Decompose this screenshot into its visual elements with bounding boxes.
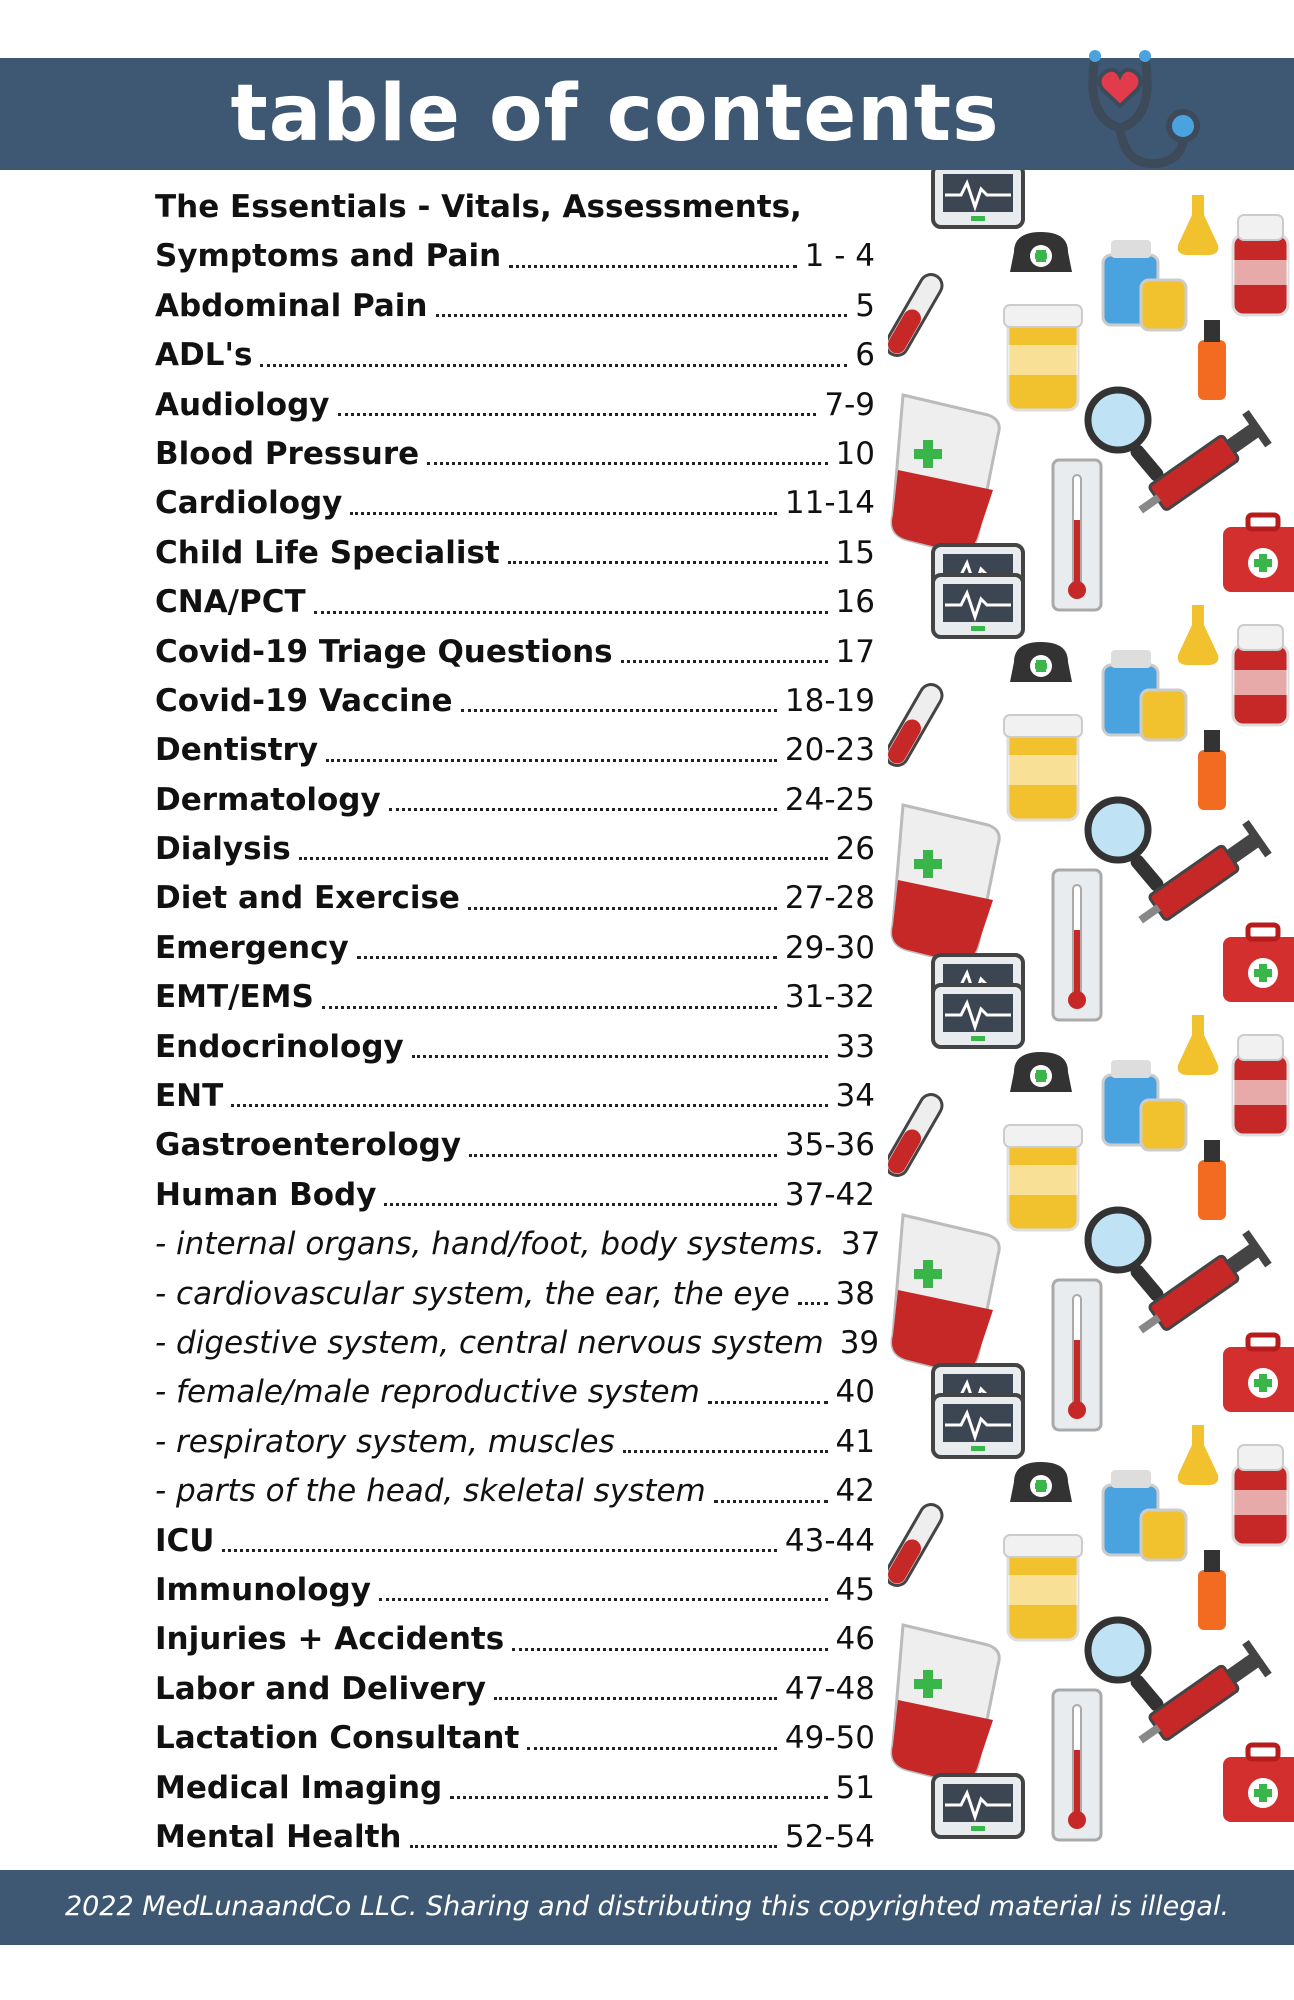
toc-entry-page: 7-9	[824, 386, 875, 423]
toc-entry[interactable]	[155, 578, 875, 627]
toc-entry-label: EMT/EMS	[155, 979, 314, 1016]
toc-entry-label: Dentistry	[155, 732, 319, 769]
toc-entry-label: Child Life Specialist	[155, 534, 500, 571]
toc-entry-label: ADL's	[155, 337, 253, 374]
toc-entry[interactable]	[155, 381, 875, 430]
toc-entry[interactable]	[155, 1517, 875, 1566]
dot-leader	[623, 1450, 828, 1453]
toc-entry-page: 47-48	[784, 1670, 875, 1707]
dot-leader	[798, 1302, 828, 1305]
toc-entry-page: 40	[835, 1374, 875, 1411]
toc-entry-label: Human Body	[155, 1176, 377, 1213]
toc-entry-page: 17	[835, 633, 875, 670]
toc-entry-label: Blood Pressure	[155, 435, 420, 472]
medical-icons-tile	[888, 170, 1294, 610]
dot-leader	[410, 1845, 777, 1848]
toc-entry[interactable]	[155, 331, 875, 380]
toc-entry-page: 38	[835, 1275, 875, 1312]
toc-entry-page: 33	[835, 1028, 875, 1065]
doctor-bag-icon	[1010, 232, 1072, 272]
stethoscope-heart-icon	[1065, 28, 1205, 178]
toc-entry-label: Gastroenterology	[155, 1127, 462, 1164]
toc-entry-page: 29-30	[784, 929, 875, 966]
dot-leader	[436, 314, 848, 317]
toc-entry-page: 52-54	[784, 1818, 875, 1855]
dot-leader	[338, 413, 817, 416]
toc-entry-page: 46	[835, 1621, 875, 1658]
toc-entry-page: 26	[835, 831, 875, 868]
toc-entry-page: 15	[835, 534, 875, 571]
thermometer-icon	[1053, 460, 1101, 610]
toc-entry-label: Lactation Consultant	[155, 1720, 520, 1757]
dot-leader	[450, 1796, 827, 1799]
toc-entry-page: 45	[835, 1571, 875, 1608]
toc-entry[interactable]	[155, 1566, 875, 1615]
toc-entry-label: Medical Imaging	[155, 1769, 443, 1806]
toc-entry-label: - cardiovascular system, the ear, the eye	[155, 1275, 790, 1312]
dot-leader	[714, 1500, 828, 1503]
toc-entry-label: Covid-19 Vaccine	[155, 682, 453, 719]
toc-entry[interactable]	[155, 973, 875, 1022]
toc-entry-page: 37-42	[784, 1176, 875, 1213]
dot-leader	[299, 857, 828, 860]
toc-entry-page: 39	[839, 1324, 880, 1361]
dot-leader	[527, 1747, 777, 1750]
toc-entry-label: Dermatology	[155, 781, 381, 818]
toc-entry-label: Cardiology	[155, 485, 343, 522]
toc-subentry[interactable]	[155, 1467, 875, 1516]
pill-bottle-icon	[1004, 305, 1082, 410]
toc-entry-page: 43-44	[784, 1522, 875, 1559]
toc-entry-page: 6	[855, 337, 875, 374]
toc-entry-label: Covid-19 Triage Questions	[155, 633, 613, 670]
medical-pattern	[888, 170, 1294, 1870]
ecg-monitor-icon	[933, 170, 1023, 227]
toc-entry-label: Labor and Delivery	[155, 1670, 486, 1707]
toc-entry-page: 34	[835, 1078, 875, 1115]
flask-icon	[1178, 195, 1219, 255]
toc-entry-label: Endocrinology	[155, 1028, 404, 1065]
toc-entry[interactable]	[155, 1665, 875, 1714]
iv-blood-bag-icon	[892, 395, 999, 551]
table-of-contents	[155, 183, 881, 1862]
dot-leader	[512, 1648, 827, 1651]
toc-subentry[interactable]	[155, 1220, 881, 1269]
copyright-notice: 2022 MedLunaandCo LLC. Sharing and distributing this copyrighted material is illegal.	[64, 1891, 1230, 1922]
toc-entry[interactable]	[155, 183, 875, 232]
toc-entry-page: 51	[835, 1769, 875, 1806]
toc-entry-label: - female/male reproductive system	[155, 1374, 700, 1411]
toc-entry[interactable]	[155, 430, 875, 479]
toc-entry-page: 5	[855, 287, 875, 324]
toc-entry[interactable]	[155, 1813, 875, 1862]
toc-entry[interactable]	[155, 874, 875, 923]
dot-leader	[357, 956, 777, 959]
toc-entry-label: Abdominal Pain	[155, 287, 428, 324]
dot-leader	[509, 265, 796, 268]
toc-entry-page: 10	[835, 435, 875, 472]
toc-entry-label: - respiratory system, muscles	[155, 1423, 615, 1460]
toc-entry-page: 16	[835, 584, 875, 621]
blood-tube-icon	[888, 271, 946, 360]
toc-entry[interactable]	[155, 1072, 875, 1121]
toc-entry[interactable]	[155, 1023, 875, 1072]
dot-leader	[508, 561, 828, 564]
toc-entry[interactable]	[155, 677, 875, 726]
toc-entry-label: Diet and Exercise	[155, 880, 460, 917]
toc-subentry[interactable]	[155, 1270, 875, 1319]
orange-bottle-icon	[1198, 320, 1226, 400]
toc-entry[interactable]	[155, 628, 875, 677]
toc-entry[interactable]	[155, 1121, 875, 1170]
toc-entry-label: Immunology	[155, 1571, 371, 1608]
toc-entry-label: - parts of the head, skeletal system	[155, 1473, 706, 1510]
toc-entry[interactable]	[155, 1764, 875, 1813]
page-title: table of contents	[230, 69, 1000, 159]
toc-entry[interactable]	[155, 726, 875, 775]
toc-entry[interactable]	[155, 825, 875, 874]
toc-entry[interactable]	[155, 232, 875, 281]
toc-entry-page: 31-32	[784, 979, 875, 1016]
dot-leader	[621, 660, 828, 663]
dot-leader	[314, 611, 828, 614]
dot-leader	[469, 1154, 777, 1157]
toc-entry-page: 20-23	[784, 732, 875, 769]
toc-entry[interactable]	[155, 1714, 875, 1763]
toc-entry-label: Symptoms and Pain	[155, 238, 502, 275]
toc-entry-label: The Essentials - Vitals, Assessments,	[155, 189, 802, 225]
dot-leader	[222, 1549, 776, 1552]
toc-entry[interactable]	[155, 479, 875, 528]
dot-leader	[427, 462, 827, 465]
toc-entry[interactable]	[155, 776, 875, 825]
toc-entry-page: 49-50	[784, 1720, 875, 1757]
toc-entry-label: ENT	[155, 1078, 224, 1115]
toc-entry-label: Injuries + Accidents	[155, 1621, 505, 1658]
vial-icon	[1103, 240, 1186, 330]
first-aid-kit-icon	[1223, 515, 1294, 592]
dot-leader	[384, 1203, 776, 1206]
toc-entry-page: 18-19	[784, 682, 875, 719]
toc-entry-label: Audiology	[155, 386, 330, 423]
dot-leader	[350, 512, 777, 515]
dot-leader	[494, 1697, 777, 1700]
toc-entry-label: ICU	[155, 1522, 215, 1559]
toc-entry-page: 35-36	[784, 1127, 875, 1164]
toc-entry-page: 41	[835, 1423, 875, 1460]
toc-entry-page: 1 - 4	[804, 238, 875, 275]
toc-entry-page: 27-28	[784, 880, 875, 917]
toc-subentry[interactable]	[155, 1319, 880, 1368]
medicine-bottle-icon	[1233, 215, 1288, 315]
toc-entry-page: 24-25	[784, 781, 875, 818]
dot-leader	[326, 759, 777, 762]
dot-leader	[412, 1055, 828, 1058]
toc-entry-label: Mental Health	[155, 1818, 402, 1855]
toc-entry-page: 11-14	[784, 485, 875, 522]
dot-leader	[468, 907, 777, 910]
toc-subentry[interactable]	[155, 1368, 875, 1417]
dot-leader	[260, 364, 847, 367]
toc-entry[interactable]	[155, 924, 875, 973]
toc-subentry[interactable]	[155, 1418, 875, 1467]
toc-entry-label: Emergency	[155, 929, 349, 966]
toc-entry[interactable]	[155, 529, 875, 578]
toc-entry-page: 37	[841, 1226, 881, 1263]
toc-entry-label: - internal organs, hand/foot, body systems.	[155, 1226, 825, 1263]
dot-leader	[379, 1598, 828, 1601]
dot-leader	[708, 1401, 828, 1404]
toc-entry[interactable]	[155, 282, 875, 331]
dot-leader	[322, 1006, 777, 1009]
toc-entry[interactable]	[155, 1615, 875, 1664]
toc-entry-label: Dialysis	[155, 831, 291, 868]
dot-leader	[461, 709, 777, 712]
dot-leader	[231, 1104, 827, 1107]
toc-entry-label: - digestive system, central nervous system	[155, 1324, 824, 1361]
toc-entry-page: 42	[835, 1473, 875, 1510]
toc-entry[interactable]	[155, 1171, 875, 1220]
toc-entry-label: CNA/PCT	[155, 584, 306, 621]
dot-leader	[389, 808, 777, 811]
